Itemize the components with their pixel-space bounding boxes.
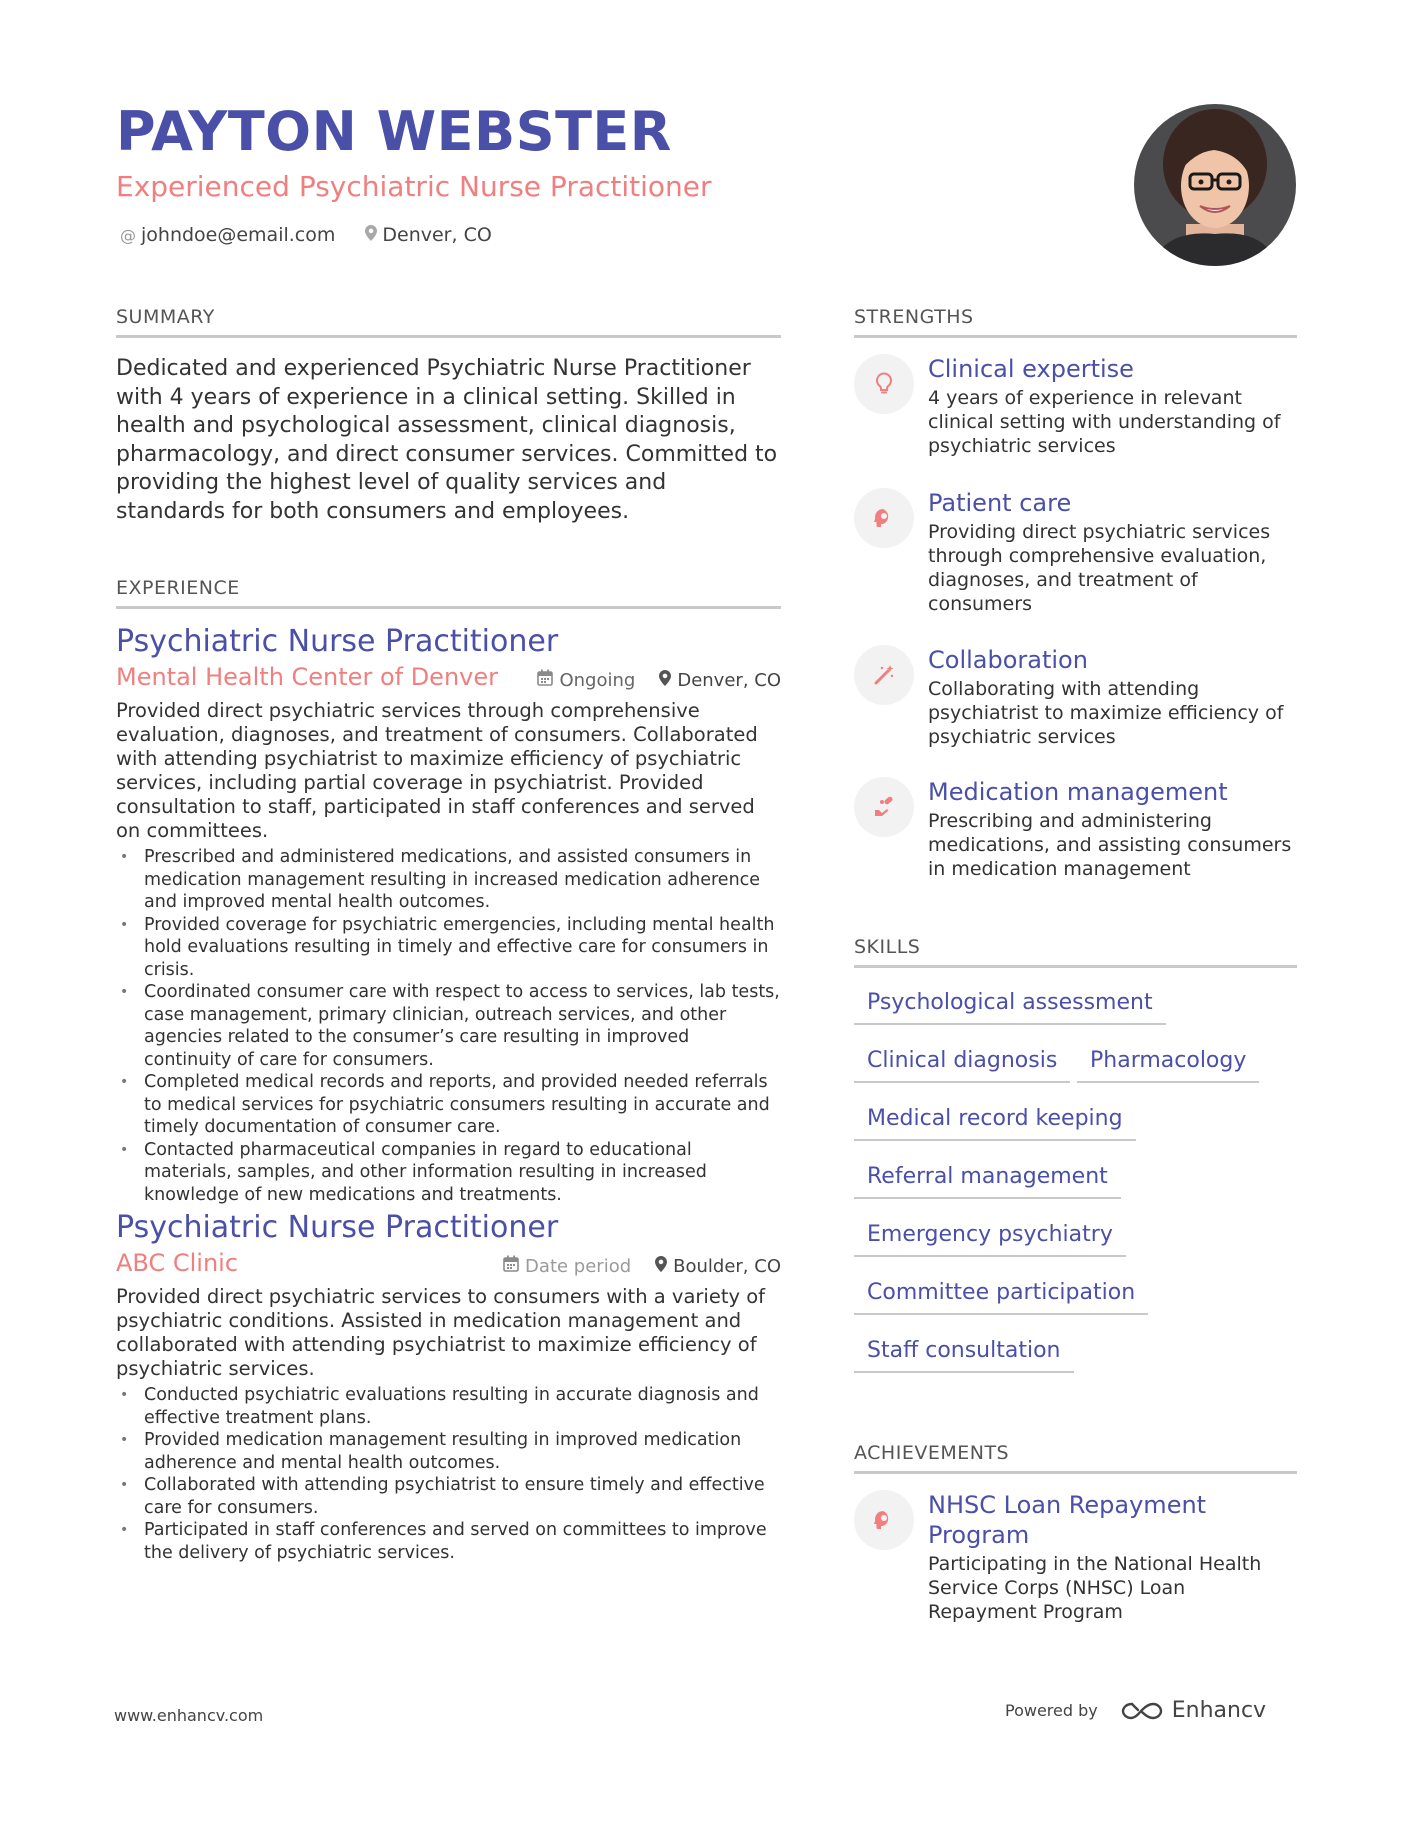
lightbulb-icon	[854, 354, 914, 414]
location-pin-icon	[365, 225, 377, 245]
job-bullet: • Participated in staff conferences and served on committees to improve the delivery of psychiatric services.	[116, 1519, 781, 1564]
summary-text: Dedicated and experienced Psychiatric Nurse Practitioner with 4 years of experience in a clinical setting. Skilled in health and psychological assessment, clinical diagnosis, pharmacology, and direct consumer services. Committed to providing the highest level of quality services and standards for both consumers and employees.	[116, 356, 778, 524]
job-date	[537, 669, 635, 691]
strength-description: Providing direct psychiatric services through comprehensive evaluation, diagnoses, and treatment of consumers	[928, 521, 1271, 615]
location-pin-icon	[655, 1256, 667, 1277]
brain-icon	[854, 1490, 914, 1550]
skill-tag: Medical record keeping	[854, 1106, 1136, 1141]
brain-icon	[854, 488, 914, 548]
strength-title: Patient care	[928, 489, 1072, 517]
email-text: johndoe@email.com	[141, 224, 336, 246]
skill-tag: Clinical diagnosis	[854, 1048, 1070, 1083]
email-contact[interactable]	[120, 224, 335, 246]
job-meta	[116, 663, 781, 697]
summary-section-title: SUMMARY	[116, 306, 781, 338]
infinity-logo-icon	[1120, 1699, 1164, 1723]
profile-photo	[1134, 104, 1296, 266]
company-name: ABC Clinic	[116, 1249, 239, 1277]
strengths-section-title: STRENGTHS	[854, 306, 1297, 338]
location-contact	[365, 224, 491, 246]
job-title: Psychiatric Nurse Practitioner	[116, 1210, 559, 1245]
brand-name: Enhancv	[1171, 1698, 1267, 1723]
job-date-text: Ongoing	[559, 669, 636, 691]
job-bullets	[116, 1384, 781, 1564]
enhancv-logo[interactable]	[1120, 1698, 1266, 1723]
strength-title: Collaboration	[928, 646, 1088, 674]
strength-title: Medication management	[928, 778, 1228, 806]
achievement-title: NHSC Loan Repayment Program	[928, 1491, 1207, 1549]
location-text: Denver, CO	[382, 224, 492, 246]
hand-pills-icon	[854, 777, 914, 837]
strength-description: Prescribing and administering medications, and assisting consumers in medication management	[928, 810, 1292, 880]
skill-tag: Committee participation	[854, 1280, 1148, 1315]
job-date-text: Date period	[525, 1255, 632, 1277]
at-sign-icon: @	[120, 225, 136, 245]
job-date	[503, 1255, 631, 1277]
magic-wand-icon	[854, 645, 914, 705]
strength-body	[928, 645, 1298, 749]
footer-website-link[interactable]: www.enhancv.com	[114, 1706, 264, 1725]
job-meta	[116, 1249, 781, 1283]
job-location	[659, 669, 781, 691]
calendar-icon	[503, 1255, 519, 1277]
job-bullet: • Contacted pharmaceutical companies in regard to educational materials, samples, and other information resulting in increased knowledge of new medications and treatments.	[116, 1139, 781, 1207]
job-description: Provided direct psychiatric services through comprehensive evaluation, diagnoses, and treatment of consumers. Collaborated with attending psychiatrist to maximize efficiency of psychiatric services, including partial coverage in psychiatrist. Provided consultation to staff, participated in staff conferences and served on committees.	[116, 699, 758, 842]
strength-body	[928, 354, 1298, 458]
skills-section-title: SKILLS	[854, 936, 1297, 968]
job-meta-right	[503, 1255, 781, 1277]
strength-body	[928, 488, 1298, 616]
strength-body	[928, 777, 1298, 881]
strength-description: Collaborating with attending psychiatrist to maximize efficiency of psychiatric services	[928, 678, 1284, 748]
strength-title: Clinical expertise	[928, 355, 1134, 383]
skill-tag: Pharmacology	[1077, 1048, 1259, 1083]
company-name: Mental Health Center of Denver	[116, 663, 498, 691]
experience-section-title: EXPERIENCE	[116, 577, 781, 609]
job-bullet: • Provided coverage for psychiatric emergencies, including mental health hold evaluations resulting in timely and effective care for consumers in crisis.	[116, 914, 781, 982]
job-bullet: • Completed medical records and reports, and provided needed referrals to medical services for psychiatric consumers resulting in accurate and timely documentation of consumer care.	[116, 1071, 781, 1139]
job-location-text: Boulder, CO	[673, 1255, 781, 1277]
job-bullet: • Collaborated with attending psychiatrist to ensure timely and effective care for consumers.	[116, 1474, 781, 1519]
job-bullet: • Conducted psychiatric evaluations resulting in accurate diagnosis and effective treatment plans.	[116, 1384, 781, 1429]
job-bullet: • Provided medication management resulting in improved medication adherence and mental health outcomes.	[116, 1429, 781, 1474]
skill-tag: Staff consultation	[854, 1338, 1074, 1373]
candidate-headline: Experienced Psychiatric Nurse Practitioner	[116, 170, 712, 203]
job-location	[655, 1255, 781, 1277]
achievements-section-title: ACHIEVEMENTS	[854, 1442, 1297, 1474]
calendar-icon	[537, 669, 553, 691]
job-meta-right	[537, 669, 781, 691]
powered-by-label: Powered by	[1005, 1701, 1098, 1720]
footer-branding	[1005, 1698, 1266, 1723]
achievement-description: Participating in the National Health Service Corps (NHSC) Loan Repayment Program	[928, 1553, 1262, 1623]
skill-tag: Emergency psychiatry	[854, 1222, 1126, 1257]
contact-row	[120, 224, 492, 246]
job-bullet: • Prescribed and administered medications, and assisted consumers in medication management resulting in increased medication adherence and improved mental health outcomes.	[116, 846, 781, 914]
candidate-name: PAYTON WEBSTER	[116, 100, 672, 163]
job-bullets	[116, 846, 781, 1206]
location-pin-icon	[659, 670, 671, 691]
experience-entry	[116, 623, 781, 1206]
job-title: Psychiatric Nurse Practitioner	[116, 624, 559, 659]
skill-tag: Psychological assessment	[854, 990, 1166, 1025]
skill-tag: Referral management	[854, 1164, 1121, 1199]
experience-entry	[116, 1209, 781, 1564]
achievement-body	[928, 1490, 1298, 1624]
job-location-text: Denver, CO	[677, 669, 781, 691]
strength-description: 4 years of experience in relevant clinical setting with understanding of psychiatric services	[928, 387, 1281, 457]
job-description: Provided direct psychiatric services to consumers with a variety of psychiatric conditions. Assisted in medication management and collaborated with attending psychiatrist to maximize efficiency of psychiatric services.	[116, 1285, 766, 1380]
job-bullet: • Coordinated consumer care with respect to access to services, lab tests, case management, primary clinician, outreach services, and other agencies related to the consumer’s care resulting in improved continuity of care for consumers.	[116, 981, 781, 1071]
